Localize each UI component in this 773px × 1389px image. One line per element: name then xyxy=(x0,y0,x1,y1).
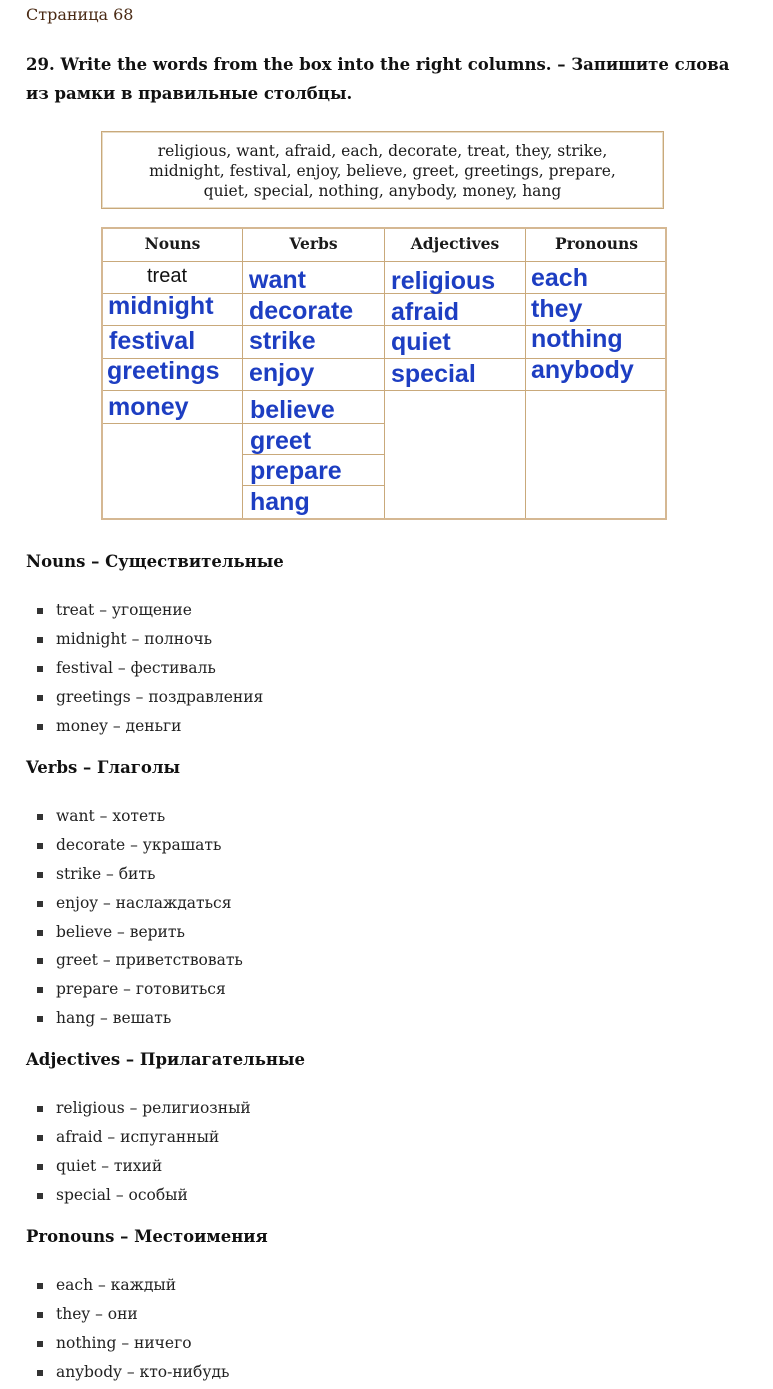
adjective-cell: afraid xyxy=(391,298,460,326)
header-pronouns: Pronouns xyxy=(554,234,639,253)
list-item: each – каждый xyxy=(0,1271,229,1300)
noun-cell: festival xyxy=(109,327,196,355)
word-box-line: religious, want, afraid, each, decorate, treat, they, strike, xyxy=(157,142,608,160)
list-item: afraid – испуганный xyxy=(0,1123,251,1152)
section-title-verbs: Verbs – Глаголы xyxy=(26,758,181,777)
header-verbs: Verbs xyxy=(289,234,338,253)
adjective-cell: quiet xyxy=(391,328,451,356)
list-item: religious – религиозный xyxy=(0,1094,251,1123)
list-item: special – особый xyxy=(0,1181,251,1210)
adjective-cell: religious xyxy=(391,267,496,295)
verb-cell: want xyxy=(249,266,306,294)
list-item: treat – угощение xyxy=(0,596,263,625)
list-item: strike – бить xyxy=(0,860,243,889)
list-item: believe – верить xyxy=(0,918,243,947)
list-item: want – хотеть xyxy=(0,802,243,831)
verb-cell: hang xyxy=(250,488,310,516)
noun-cell: treat xyxy=(147,265,188,287)
pronoun-cell: each xyxy=(531,264,588,292)
verb-cell: greet xyxy=(250,427,312,455)
verbs-list xyxy=(0,802,243,1033)
list-item: greetings – поздравления xyxy=(0,683,263,712)
noun-cell: money xyxy=(108,393,189,421)
word-box-line: quiet, special, nothing, anybody, money, hang xyxy=(203,182,562,200)
nouns-list xyxy=(0,596,263,740)
section-title-nouns: Nouns – Существительные xyxy=(26,552,284,571)
list-item: prepare – готовиться xyxy=(0,975,243,1004)
noun-cell: greetings xyxy=(107,357,220,385)
verb-cell: strike xyxy=(249,327,316,355)
list-item: money – деньги xyxy=(0,712,263,741)
header-nouns: Nouns xyxy=(144,234,201,253)
adjectives-list xyxy=(0,1094,251,1210)
list-item: hang – вешать xyxy=(0,1004,243,1033)
list-item: enjoy – наслаждаться xyxy=(0,889,243,918)
list-item: greet – приветствовать xyxy=(0,946,243,975)
pronouns-list xyxy=(0,1271,229,1387)
section-title-adjectives: Adjectives – Прилагательные xyxy=(26,1050,306,1069)
list-item: nothing – ничего xyxy=(0,1329,229,1358)
header-adjectives: Adjectives xyxy=(410,234,500,253)
pronoun-cell: anybody xyxy=(531,356,634,384)
answer-table xyxy=(101,227,667,520)
word-box-line: midnight, festival, enjoy, believe, greet, greetings, prepare, xyxy=(149,162,616,180)
pronoun-cell: nothing xyxy=(531,325,623,353)
verb-cell: prepare xyxy=(250,457,342,485)
page-number-label: Страница 68 xyxy=(26,5,134,24)
list-item: they – они xyxy=(0,1300,229,1329)
verb-cell: decorate xyxy=(249,297,354,325)
noun-cell: midnight xyxy=(108,292,214,320)
list-item: festival – фестиваль xyxy=(0,654,263,683)
list-item: quiet – тихий xyxy=(0,1152,251,1181)
adjective-cell: special xyxy=(391,360,476,388)
verb-cell: enjoy xyxy=(249,359,315,387)
list-item: midnight – полночь xyxy=(0,625,263,654)
verb-cell: believe xyxy=(250,396,335,424)
word-box xyxy=(101,131,664,209)
section-title-pronouns: Pronouns – Местоимения xyxy=(26,1227,268,1246)
list-item: decorate – украшать xyxy=(0,831,243,860)
task-instruction: 29. Write the words from the box into the right columns. – Запишите слова из рамки в правильные столбцы. xyxy=(26,55,730,103)
list-item: anybody – кто-нибудь xyxy=(0,1358,229,1387)
pronoun-cell: they xyxy=(531,295,583,323)
